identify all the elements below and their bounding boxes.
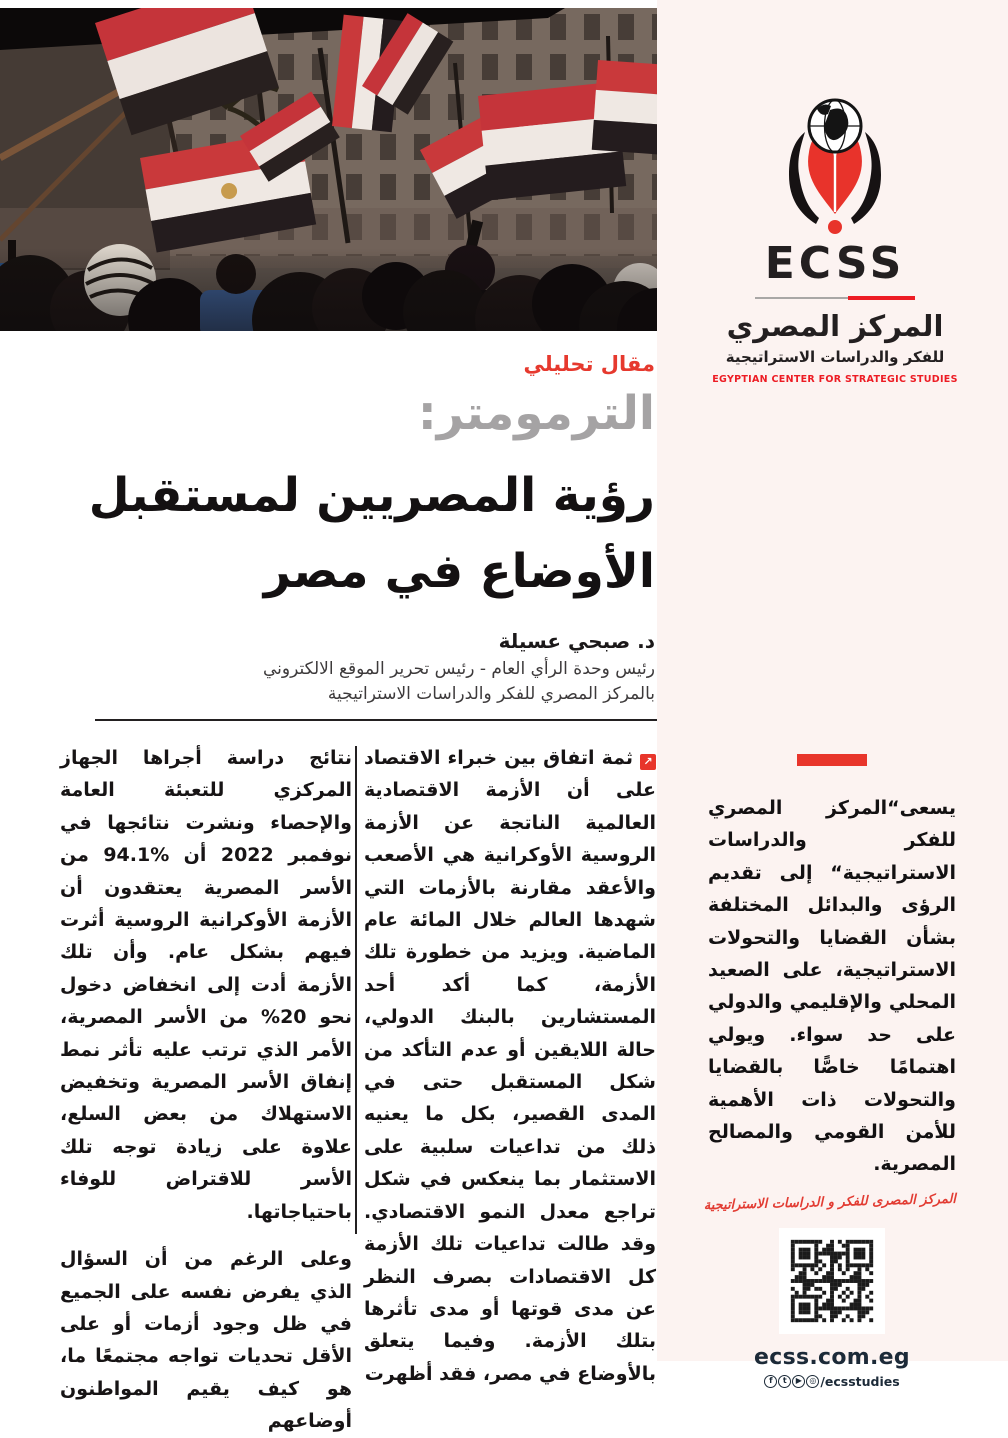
- twitter-icon[interactable]: t: [778, 1375, 791, 1388]
- article-title-line2: الأوضاع في مصر: [263, 544, 655, 599]
- ecss-logo: [710, 96, 960, 385]
- website-link[interactable]: ecss.com.eg: [754, 1344, 910, 1370]
- intro-paragraph: [364, 742, 656, 1390]
- author-role-line1: رئيس وحدة الرأي العام - رئيس تحرير الموقع الالكتروني: [262, 659, 655, 679]
- author-name: د. صبحي عسيلة: [498, 629, 655, 653]
- about-center-text: يسعى“المركز المصري للفكر والدراسات الاستراتيجية“ إلى تقديم الرؤى والبدائل المختلفة بشأن القضايا والتحولات الاستراتيجية، على الصعيد المحلي والإقليمي والدولي على حد سواء. ويولي اهتمامًا خاصًّا بالقضايا والتحولات ذات الأهمية للأمن القومي والمصالح المصرية.: [708, 797, 956, 1176]
- qr-code: [779, 1228, 885, 1334]
- article-title-prefix: الترمومتر:: [417, 386, 655, 441]
- logo-tagline-arabic: للفكر والدراسات الاستراتيجية: [725, 348, 945, 366]
- article-column-first: [364, 742, 656, 1390]
- article-title: [40, 458, 655, 610]
- paragraph-start-arrow-icon: ↗: [640, 754, 656, 770]
- protest-scene-illustration: [0, 8, 657, 331]
- author-role-line2: بالمركز المصري للفكر والدراسات الاستراتيجية: [327, 684, 655, 704]
- logo-name-english: EGYPTIAN CENTER FOR STRATEGIC STUDIES: [712, 374, 958, 385]
- logo-divider: [755, 296, 915, 300]
- second-paragraph: نتائج دراسة أجراها الجهاز المركزي للتعبئة العامة والإحصاء ونشرت نتائجها في نوفمبر 2022 أن %94.1 من الأسر المصرية يعتقدون أن الأزمة الأوكرانية الروسية أثرت فيهم بشكل عام. وأن تلك الأزمة أدت إلى انخفاض دخول نحو 20% من الأسر المصرية، الأمر الذي ترتب عليه تأثر نمط إنفاق الأسر المصرية وتخفيض الاستهلاك من بعض السلع، علاوة على زيادة توجه تلك الأسر للاقتراض للوفاء باحتياجاتها.: [60, 747, 352, 1223]
- about-sidebar: [703, 754, 957, 1389]
- logo-name-arabic: المركز المصري: [726, 309, 944, 343]
- logo-acronym: ECSS: [764, 238, 906, 289]
- article-title-line1: رؤية المصريين لمستقبل: [88, 468, 655, 523]
- article-column-second: [60, 742, 352, 1438]
- author-roles: [60, 657, 655, 707]
- youtube-icon[interactable]: ▶: [792, 1375, 805, 1388]
- center-calligraphy-signature: المركز المصرى للفكر و الدراسات الاستراتيجية: [703, 1191, 957, 1214]
- instagram-icon[interactable]: ◎: [806, 1375, 819, 1388]
- hero-photo-protest-flags: [0, 8, 657, 331]
- intro-paragraph-text: ثمة اتفاق بين خبراء الاقتصاد على أن الأزمة الاقتصادية العالمية الناتجة عن الأزمة الروسية الأوكرانية هي الأصعب والأعقد مقارنة بالأزمات التي شهدها العالم خلال المائة عام الماضية. ويزيد من خطورة تلك الأزمة، كما أكد أحد المستشارين بالبنك الدولي، حالة اللايقين أو عدم التأكد من شكل المستقبل حتى في المدى القصير، بكل ما يعنيه ذلك من تداعيات سلبية على الاستثمار بما ينعكس في شكل تراجع معدل النمو الاقتصادي. وقد طالت تداعيات تلك الأزمة كل الاقتصادات بصرف النظر عن مدى قوتها أو مدى تأثرها بتلك الأزمة. وفيما يتعلق بالأوضاع في مصر، فقد أظهرت: [364, 747, 656, 1385]
- header-rule: [95, 719, 657, 721]
- ecss-logo-mark-pen-globe-icon: [760, 96, 910, 236]
- article-kicker: مقال تحليلي: [523, 352, 655, 376]
- social-handle[interactable]: /ecsstudies: [820, 1373, 900, 1389]
- qr-code-image: [783, 1232, 881, 1330]
- social-links[interactable]: [708, 1374, 956, 1389]
- third-paragraph: وعلى الرغم من أن السؤال الذي يفرض نفسه على الجميع في ظل وجود أزمات أو على الأقل تحديات تواجه مجتمعًا ما، هو كيف يقيم المواطنون أوضاعهم: [60, 1248, 352, 1433]
- column-divider-rule: [355, 746, 357, 1234]
- sidebar-red-bar: [797, 754, 867, 766]
- facebook-icon[interactable]: f: [764, 1375, 777, 1388]
